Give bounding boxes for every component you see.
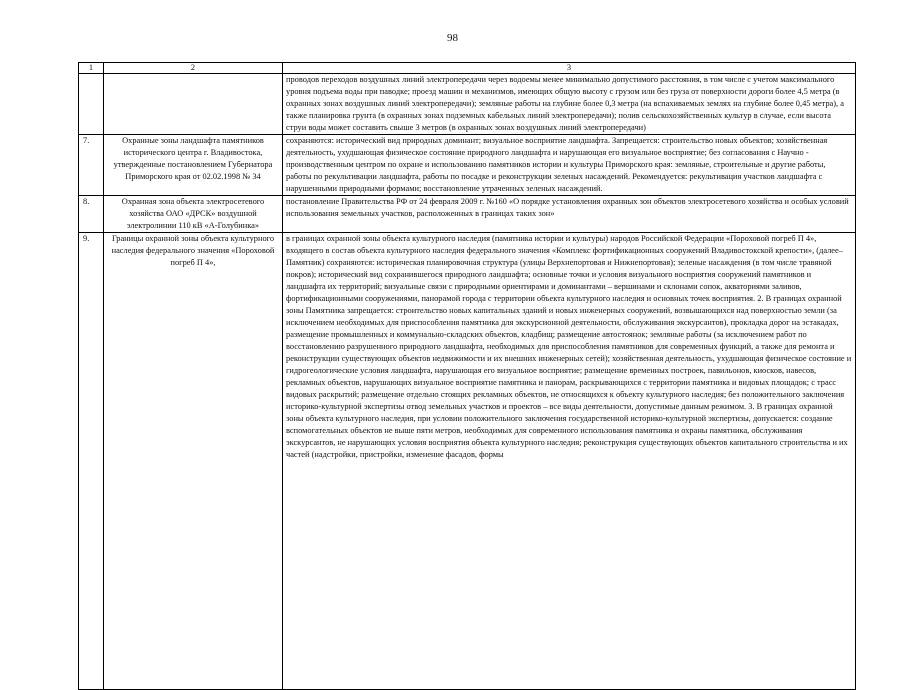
header-col-3: 3 <box>283 63 856 74</box>
zone-regulations-cell <box>283 233 856 690</box>
zone-regulations: в границах охранной зоны объекта культурного наследия (памятника истории и культуры) народов Российской Федерации «Пороховой погреб П 4», входящего в состав объекта культурного наследия федерального значения «Комплекс фортификационных сооружений Владивостокской крепости», (далее– Памятник) сохраняются: историческая планировочная структура (улицы Верхнепортовая и Нижнепортовая); зеленые насаждения (в том числе травяной покров); исторический вид сохранившегося природного ландшафта; основные точки и условия визуального восприятия сооружений памятников и ландшафта их территорий; визуальные связи с природными ориентирами и доминантами – вершинами и склонами сопок, акваториями заливов, фортификационными сооружениями, панорамой города с территории объекта культурного наследия и основных точек восприятия. 2. В границах охранной зоны Памятника запрещается: строительство новых капитальных зданий и новых инженерных сооружений, возвышающихся над поверхностью земли (за исключением необходимых для приспособления памятника для экскурсионной деятельности, обслуживания экскурсантов), прокладка дорог на эстакадах, размещение промышленных и коммунально-складских объектов, кладбищ; размещение автостоянок; земляные работы (за исключением работ по восстановлению разрушенного природного ландшафта, необходимых для приспособления памятников для современных функций, а также для ремонта и реконструкции существующих объектов недвижимости и их внешних инженерных сетей); хозяйственная деятельность, ухудшающая физическое состояние и гидрогеологические условия ландшафта, нарушающая его визуальное восприятие; размещение временных построек, павильонов, киосков, навесов, рекламных объектов, нарушающих визуальное восприятие памятника и панорам, раскрывающихся с территории памятника и видовых площадок; с трасс видовых раскрытий; размещение отдельно стоящих рекламных объектов, не относящихся к объекту культурного наследия; без положительного заключения историко-культурной экспертизы отвод земельных участков и проектов – все виды деятельности, допустимые данным режимом. 3. В границах охранной зоны объекта культурного наследия, при условии положительного заключения государственной историко-культурной экспертизы, допускается: создание вспомогательных объектов не выше пяти метров, необходимых для современного использования памятника и охраны памятника, обслуживания экскурсантов, не нарушающих условия восприятия объекта культурного наследия; реконструкция существующих объектов капитального строительства и их частей (надстройки, пристройки, изменение фасадов, формы <box>286 234 852 459</box>
continuation-text: проводов переходов воздушных линий электропередачи через водоемы менее минимально допустимого расстояния, в том числе с учетом максимального уровня подъема воды при паводке; проезд машин и механизмов, имеющих общую высоту с грузом или без груза от поверхности дороги более 4,5 метра (в охранных зонах воздушных линий электропередачи); земляные работы на глубине более 0,3 метра (на вспахиваемых землях на глубине более 0,45 метра), а также планировка грунта (в охранных зонах подземных кабельных линий электропередачи); полив сельскохозяйственных культур в случае, если высота струи воды может составить свыше 3 метров (в охранных зонах воздушных линий электропередачи) <box>283 74 856 135</box>
row-number: 9. <box>79 233 104 690</box>
zone-name: Охранная зона объекта электросетевого хозяйства ОАО «ДРСК» воздушной электролинии 110 кВ «А-Голубинка» <box>104 196 283 233</box>
table-header-row <box>79 63 856 74</box>
zone-name: Охранные зоны ландшафта памятников исторического центра г. Владивостока, утвержденные постановлением Губернатора Приморского края от 02.02.1998 № 34 <box>104 135 283 196</box>
page-number: 98 <box>447 32 458 44</box>
zone-name: Границы охранной зоны объекта культурного наследия федерального значения «Пороховой погреб П 4», <box>104 233 283 690</box>
row-num-cell <box>79 74 104 135</box>
table-row <box>79 233 856 690</box>
row-name-cell <box>104 74 283 135</box>
zone-regulations: постановление Правительства РФ от 24 февраля 2009 г. №160 «О порядке установления охранных зон объектов электросетевого хозяйства и особых условий использования земельных участков, расположенных в границах таких зон» <box>283 196 856 233</box>
header-col-1: 1 <box>79 63 104 74</box>
zones-table <box>78 62 856 690</box>
table-row <box>79 196 856 233</box>
table-row <box>79 74 856 135</box>
table-row <box>79 135 856 196</box>
row-number: 7. <box>79 135 104 196</box>
zone-regulations: сохраняются: исторический вид природных доминант; визуальное восприятие ландшафта. Запрещается: строительство новых объектов; хозяйственная деятельность, ухудшающая физическое состояние природного ландшафта и нарушающая его визуальное восприятие; без согласования с Научно - производственным центром по охране и использованию памятников истории и культуры Приморского края: земляные, строительные и другие работы, работы по рекультивации ландшафта, работы по посадке и реконструкции зеленых насаждений. Рекомендуется: рекультивация участков ландшафта с нарушенными природными формами; восстановление утраченных зеленых насаждений. <box>283 135 856 196</box>
header-col-2: 2 <box>104 63 283 74</box>
row-number: 8. <box>79 196 104 233</box>
